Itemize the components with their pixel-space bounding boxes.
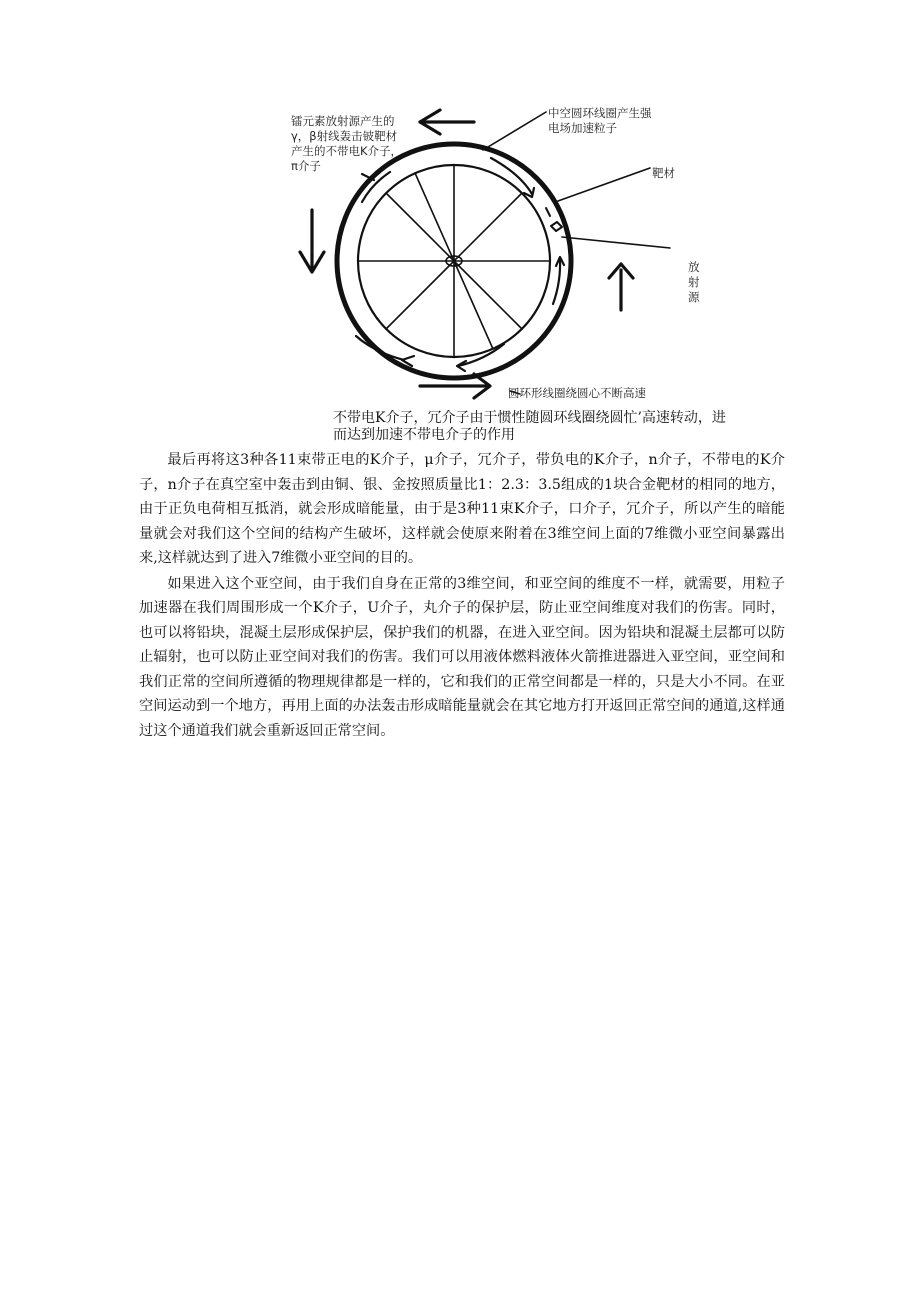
body-text — [139, 448, 785, 744]
paragraph: 如果进入这个亚空间，由于我们自身在正常的3维空间，和亚空间的维度不一样，就需要，用粒子加速器在我们周围形成一个K介子，U介子，丸介子的保护层，防止亚空间维度对我们的伤害。同时，也可以将铅块，混凝土层形成保护层，保护我们的机器，在进入亚空间。因为铅块和混凝土层都可以防止辐射，也可以防止亚空间对我们的伤害。我们可以用液体燃料液体火箭推进器进入亚空间，亚空间和我们正常的空间所遵循的物理规律都是一样的，它和我们的正常空间都是一样的，只是大小不同。在亚空间运动到一个地方，再用上面的办法轰击形成暗能量就会在其它地方打开返回正常空间的通道,这样通过这个通道我们就会重新返回正常空间。 — [139, 575, 785, 739]
leader-lines — [483, 112, 670, 394]
radiation-source-label: 镭元素放射源产生的 γ，β射线轰击铍靶材 产生的不带电K介子， π介子 — [291, 114, 403, 173]
paragraph: 最后再将这3种各11束带正电的K介子，μ介子，冗介子，带负电的K介子，n介子，不带电的K介子，n介子在真空室中轰击到由铜、银、金按照质量比1：2.3：3.5组成的1块合金靶材的相同的地方，由于正负电荷相互抵消，就会形成暗能量，由于是3种11束K介子，口介子，冗介子，所以产生的暗能量就会对我们这个空间的结构产生破坏，这样就会使原来附着在3维空间上面的7维微小亚空间暴露出来,这样就达到了进入7维微小亚空间的目的。 — [139, 452, 785, 566]
emitter-label: 放射源 — [688, 260, 700, 304]
wheel-spokes — [358, 165, 550, 357]
accelerator-diagram — [270, 98, 710, 410]
target-label: 靶材 — [652, 166, 675, 180]
hollow-coil-label: 中空圆环线圈产生强 电场加速粒子 — [548, 106, 652, 135]
ring-coil-label: 圆环形线圈绕圆心不断高速 — [508, 386, 646, 400]
figure-caption: 不带电K介子，冗介子由于惯性随圆环线圈绕圆忙’高速转动，进 而达到加速不带电介子的作用 — [333, 410, 726, 443]
